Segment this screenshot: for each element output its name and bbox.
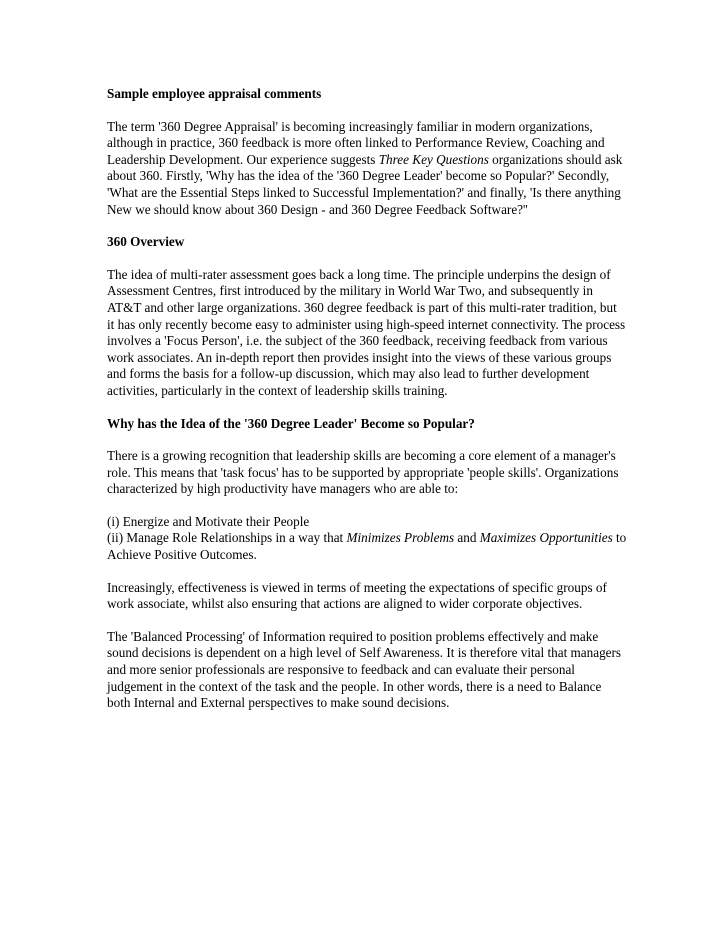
list-item [107,530,627,563]
list-item: (i) Energize and Motivate their People [107,513,310,529]
list-item-text: and [454,530,480,546]
section-heading-360-degree-leader: Why has the Idea of the '360 Degree Leader' Become so Popular? [107,415,475,431]
leader-paragraph-3: The 'Balanced Processing' of Information required to position problems effectively and make sound decisions is dependent on a high level of Self Awareness. It is therefore vital that managers and more senior professionals are responsive to feedback and can evaluate their personal judgement in the context of the task and the people. In other words, there is a need to Balance both Internal and External perspectives to make sound decisions. [107,628,622,711]
document-title: Sample employee appraisal comments [107,86,322,101]
list-item-text: (ii) Manage Role Relationships in a way that [107,530,347,546]
list-emphasis-maximizes-opportunities: Maximizes Opportunities [479,530,613,546]
leader-paragraph-2: Increasingly, effectiveness is viewed in terms of meeting the expectations of specific groups of work associate, whilst also ensuring that actions are aligned to wider corporate objectives. [107,579,607,612]
intro-text-part1: The term '360 Degree Appraisal' is becoming increasingly familiar in modern organizations, although in practice, 360 feedback is more often linked to Performance Review, Coaching and Leadership Development. Our experience suggests [107,118,605,167]
leader-paragraph-1: There is a growing recognition that leadership skills are becoming a core element of a manager's role. This means that 'task focus' has to be supported by appropriate 'people skills'. Organizations characterized by high productivity have managers who are able to: [107,448,619,497]
overview-paragraph: The idea of multi-rater assessment goes back a long time. The principle underpins the design of Assessment Centres, first introduced by the military in World War Two, and subsequently in AT&T and other large organizations. 360 degree feedback is part of this multi-rater tradition, but it has only recently become easy to administer using high-speed internet connectivity. The process involves a 'Focus Person', i.e. the subject of the 360 feedback, receiving feedback from various work associates. An in-depth report then provides insight into the views of these various groups and forms the basis for a follow-up discussion, which may also lead to further development activities, particularly in the context of leadership skills training. [107,266,626,398]
abilities-list [107,514,627,564]
section-heading-360-overview: 360 Overview [107,234,185,250]
intro-emphasis-three-key-questions: Three Key Questions [378,151,489,167]
list-emphasis-minimizes-problems: Minimizes Problems [346,530,455,546]
intro-paragraph [107,119,627,219]
list-item-text: to Achieve Positive Outcomes. [107,530,627,563]
intro-text-part2: organizations should ask about 360. Firstly, 'Why has the idea of the '360 Degree Leader' become so Popular?' Secondly, 'What are the Essential Steps linked to Successful Implementation?' and finally, 'Is there anything New we should know about 360 Design - and 360 Degree Feedback Software?'' [107,151,623,217]
document-page [107,86,627,712]
